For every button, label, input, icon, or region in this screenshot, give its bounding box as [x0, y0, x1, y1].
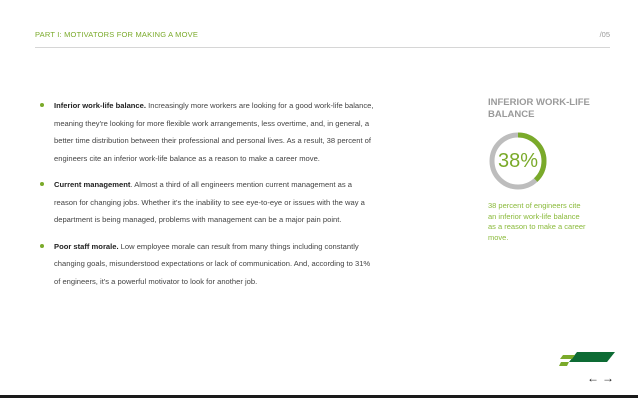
bullet-text: Increasingly more workers are looking for a good work-life balance, meaning they're looking for more flexible work arrangements, less overtime, and, in general, a better time distribution between their professional and personal lives. As a result, 38 percent of engineers cite an inferior work-life balance as a reason to make a career move.: [54, 101, 374, 163]
logo-light-shape: [559, 362, 569, 366]
ring-percent-label: 38%: [497, 150, 539, 172]
bullet-dot-icon: [40, 103, 44, 107]
brand-logo-icon: [557, 352, 617, 370]
section-title: PART I: MOTIVATORS FOR MAKING A MOVE: [35, 30, 199, 39]
bullet-text: Low employee morale can result from many things including constantly changing goals, misunderstood expectations or lack of communication. And, according to 31% of engineers, it's a powerful motivator to look for another job.: [54, 241, 371, 286]
header-divider: [35, 47, 610, 48]
page-number: /05: [599, 30, 610, 39]
bullet-lead: Poor staff morale.: [54, 241, 119, 251]
stat-caption: 38 percent of engineers cite an inferior work-life balance as a reason to make a career move.: [488, 201, 586, 242]
stat-panel: [488, 97, 598, 243]
percent-ring: [488, 131, 548, 191]
prev-page-button[interactable]: ←: [587, 371, 599, 385]
bullet-item-morale: [40, 238, 375, 291]
bullet-lead: Current management: [54, 180, 131, 189]
next-page-button[interactable]: →: [602, 371, 614, 385]
stat-title: INFERIOR WORK-LIFE BALANCE: [488, 97, 590, 120]
bullet-lead: Inferior work-life balance.: [54, 101, 146, 110]
bullet-list: [40, 97, 375, 299]
bullet-item-work-life: [40, 97, 375, 167]
logo-dark-shape: [569, 352, 615, 362]
bottom-bar: [0, 395, 638, 398]
bullet-dot-icon: [40, 182, 44, 186]
bullet-text: . Almost a third of all engineers mention current management as a reason for changing jobs. Whether it's the inability to see eye-to-eye or issues with the way a department is being managed, problems with management can be a major pain point.: [54, 180, 365, 224]
page-header: [35, 30, 610, 44]
bullet-item-management: [40, 176, 375, 229]
bullet-dot-icon: [40, 244, 44, 248]
